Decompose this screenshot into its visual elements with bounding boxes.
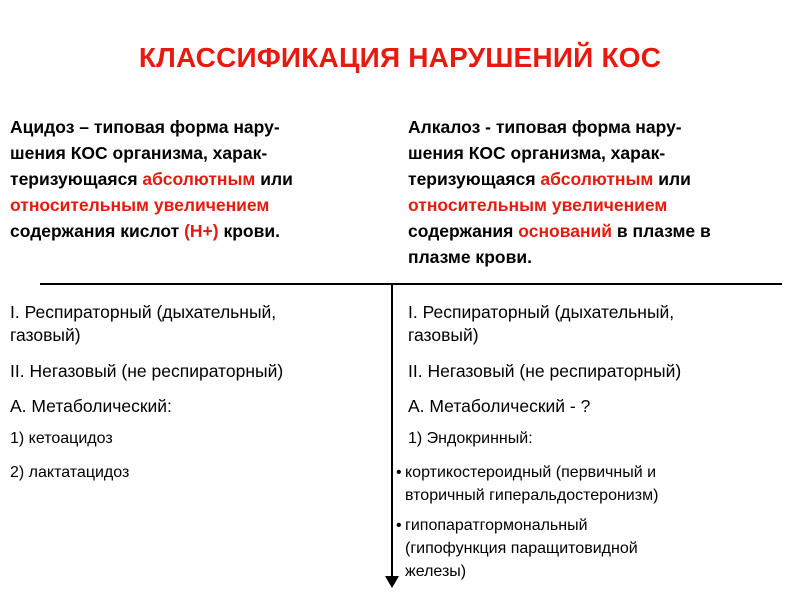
bullet-icon: • <box>396 517 402 534</box>
right-respiratory-line1: I. Респираторный (дыхательный, <box>408 302 675 322</box>
acidosis-line: шения КОС организма, харак- <box>10 143 268 163</box>
alkalosis-line: относительным увеличением <box>408 195 668 215</box>
right-respiratory-line2: газовый) <box>408 325 479 345</box>
left-respiratory-line1: I. Респираторный (дыхательный, <box>10 302 277 322</box>
highlight-bases: оснований <box>518 221 613 241</box>
page-title: КЛАССИФИКАЦИЯ НАРУШЕНИЙ КОС <box>138 42 662 73</box>
alkalosis-line: шения КОС организма, харак- <box>408 143 666 163</box>
left-metabolic: А. Метаболический: <box>10 396 172 416</box>
acidosis-line: теризующаяся абсолютным или <box>10 169 293 189</box>
arrow-down-icon <box>385 576 399 588</box>
right-cortico-line2: вторичный гиперальдостеронизм) <box>405 487 659 504</box>
bullet-icon: • <box>396 464 402 481</box>
alkalosis-line: теризующаяся абсолютным или <box>408 169 691 189</box>
alkalosis-line: плазме крови. <box>408 247 532 267</box>
acidosis-definition <box>10 114 380 244</box>
right-endocrine: 1) Эндокринный: <box>408 430 533 447</box>
horizontal-divider <box>40 283 782 285</box>
alkalosis-line: содержания оснований в плазме в <box>408 221 711 241</box>
highlight-absolute: абсолютным <box>142 169 256 189</box>
vertical-divider <box>391 283 393 580</box>
highlight-absolute: абсолютным <box>540 169 654 189</box>
alkalosis-definition <box>408 114 798 270</box>
left-nongas: II. Негазовый (не респираторный) <box>10 361 284 381</box>
left-ketoacidosis: 1) кетоацидоз <box>10 430 113 447</box>
highlight-h-plus: (Н+) <box>184 221 219 241</box>
left-lactacidosis: 2) лактатацидоз <box>10 464 130 481</box>
right-hypopara-line1: гипопаратгормональный <box>405 517 588 534</box>
right-metabolic: А. Метаболический - ? <box>408 396 591 416</box>
right-hypopara-line3: железы) <box>405 563 467 580</box>
alkalosis-line: Алкалоз - типовая форма нару- <box>408 117 682 137</box>
right-hypopara-line2: (гипофункция паращитовидной <box>405 540 638 557</box>
right-cortico-line1: кортикостероидный (первичный и <box>405 464 657 481</box>
acidosis-line: содержания кислот (Н+) крови. <box>10 221 280 241</box>
acidosis-line: относительным увеличением <box>10 195 270 215</box>
left-respiratory-line2: газовый) <box>10 325 81 345</box>
right-nongas: II. Негазовый (не респираторный) <box>408 361 682 381</box>
acidosis-line: Ацидоз – типовая форма нару- <box>10 117 280 137</box>
